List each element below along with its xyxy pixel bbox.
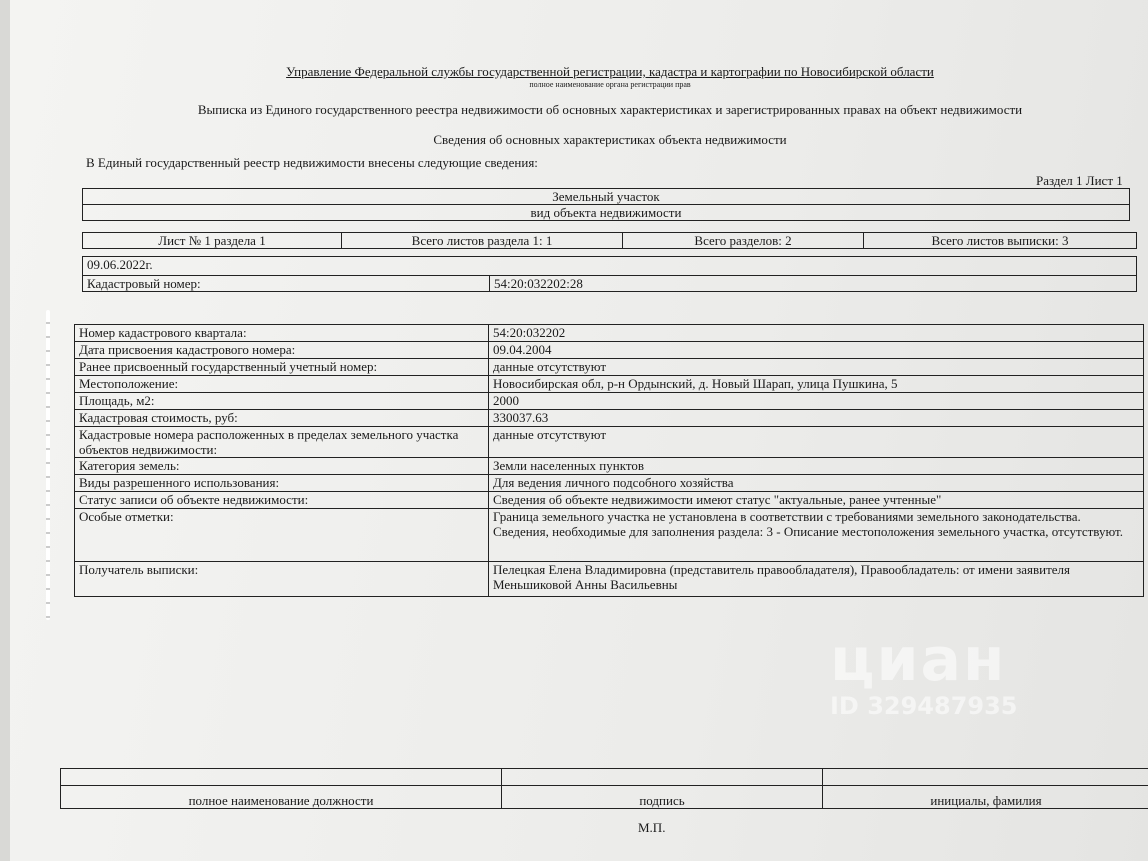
table-row <box>75 562 1144 597</box>
table-row <box>75 458 1144 475</box>
extract-date: 09.06.2022г. <box>83 257 1137 276</box>
row-label: Категория земель: <box>75 458 489 475</box>
stamp-place: М.П. <box>638 820 666 835</box>
total-section-sheets: Всего листов раздела 1: 1 <box>342 233 623 249</box>
signature-table <box>60 768 1148 809</box>
intro-text: В Единый государственный реестр недвижимости внесены следующие сведения: <box>86 155 538 170</box>
row-value: данные отсутствуют <box>489 427 1144 458</box>
row-value: Новосибирская обл, р-н Ордынский, д. Новый Шарап, улица Пушкина, 5 <box>489 376 1144 393</box>
table-row <box>75 376 1144 393</box>
total-sections: Всего разделов: 2 <box>623 233 864 249</box>
row-label: Виды разрешенного использования: <box>75 475 489 492</box>
cadastral-number: 54:20:032202:28 <box>490 276 1137 292</box>
section-label: Раздел 1 Лист 1 <box>1036 173 1123 188</box>
watermark-brand: циан <box>830 625 1007 695</box>
table-row <box>75 427 1144 458</box>
row-value: 330037.63 <box>489 410 1144 427</box>
sheets-table <box>82 232 1137 249</box>
signature-caption: подпись <box>502 786 823 809</box>
row-label: Дата присвоения кадастрового номера: <box>75 342 489 359</box>
total-sheets: Всего листов выписки: 3 <box>864 233 1137 249</box>
object-type: Земельный участок <box>83 189 1130 205</box>
row-value: Граница земельного участка не установлена в соответствии с требованиями земельного законодательства. Сведения, необходимые для заполнения раздела: 3 - Описание местоположения земельного участка, отсутствуют. <box>489 509 1144 562</box>
row-label: Кадастровые номера расположенных в пределах земельного участка объектов недвижимости: <box>75 427 489 458</box>
row-label: Номер кадастрового квартала: <box>75 325 489 342</box>
table-row <box>75 342 1144 359</box>
object-type-caption: вид объекта недвижимости <box>83 205 1130 221</box>
binding-thread <box>46 310 50 620</box>
sheet-number: Лист № 1 раздела 1 <box>83 233 342 249</box>
table-row <box>75 475 1144 492</box>
row-value: Для ведения личного подсобного хозяйства <box>489 475 1144 492</box>
row-label: Площадь, м2: <box>75 393 489 410</box>
row-value: 09.04.2004 <box>489 342 1144 359</box>
position-caption: полное наименование должности <box>61 786 502 809</box>
table-row <box>75 325 1144 342</box>
table-row <box>75 492 1144 509</box>
row-value: Пелецкая Елена Владимировна (представитель правообладателя), Правообладатель: от имени заявителя Меньшиковой Анны Васильевны <box>489 562 1144 597</box>
row-value: 54:20:032202 <box>489 325 1144 342</box>
row-label: Особые отметки: <box>75 509 489 562</box>
table-row <box>75 393 1144 410</box>
name-caption: инициалы, фамилия <box>823 786 1148 809</box>
row-value: Сведения об объекте недвижимости имеют статус "актуальные, ранее учтенные" <box>489 492 1144 509</box>
characteristics-table <box>74 324 1144 597</box>
document-subtitle: Сведения об основных характеристиках объекта недвижимости <box>433 132 787 147</box>
table-row <box>75 410 1144 427</box>
object-type-table <box>82 188 1130 221</box>
authority-name: Управление Федеральной службы государственной регистрации, кадастра и картографии по Новосибирской области <box>286 64 934 79</box>
row-label: Получатель выписки: <box>75 562 489 597</box>
watermark-id: ID 329487935 <box>830 692 1018 720</box>
row-value: Земли населенных пунктов <box>489 458 1144 475</box>
row-label: Статус записи об объекте недвижимости: <box>75 492 489 509</box>
cadastral-label: Кадастровый номер: <box>83 276 490 292</box>
watermark <box>830 625 1018 720</box>
table-row <box>75 509 1144 562</box>
date-cadastral-table <box>82 256 1137 292</box>
row-label: Местоположение: <box>75 376 489 393</box>
authority-caption: полное наименование органа регистрации прав <box>529 80 691 89</box>
document-title: Выписка из Единого государственного реестра недвижимости об основных характеристиках и зарегистрированных правах на объект недвижимости <box>197 102 1023 117</box>
table-row <box>75 359 1144 376</box>
row-value: 2000 <box>489 393 1144 410</box>
row-value: данные отсутствуют <box>489 359 1144 376</box>
row-label: Кадастровая стоимость, руб: <box>75 410 489 427</box>
row-label: Ранее присвоенный государственный учетный номер: <box>75 359 489 376</box>
